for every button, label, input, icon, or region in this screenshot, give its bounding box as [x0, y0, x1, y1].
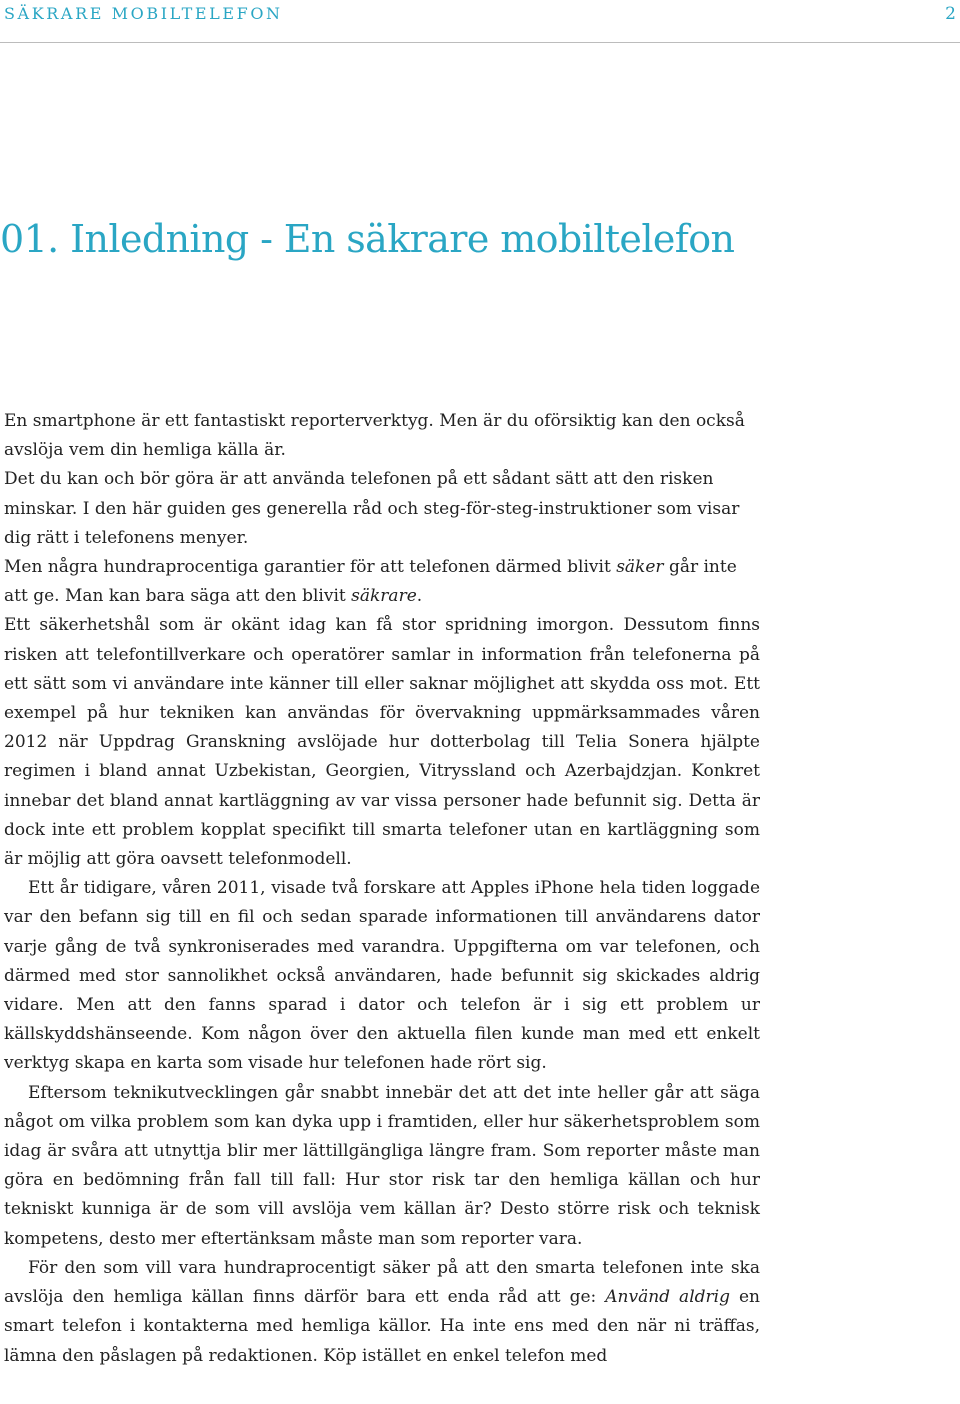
- running-header: [4, 4, 960, 26]
- chapter-title: 01. Inledning - En säkrare mobiltelefon: [0, 217, 735, 261]
- paragraph-final-advice-text-1: För den som vill vara hundraprocentigt säker på att den smarta telefonen inte ska avslöja den hemliga källan finns därför bara ett enda råd att ge:: [4, 1257, 760, 1308]
- paragraph-no-guarantees-text-2: går inte att ge. Man kan bara säga att den blivit: [4, 557, 737, 607]
- paragraph-usage-advice: Det du kan och bör göra är att använda telefonen på ett sådant sätt att den risken minskar. I den här guiden ges generella råd och steg-för-steg-instruktioner som visar dig rätt i telefonens menyer.: [4, 469, 740, 548]
- body-text: [4, 407, 760, 1371]
- paragraph-no-guarantees-text-1: Men några hundraprocentiga garantier för att telefonen därmed blivit: [4, 557, 617, 578]
- emphasis-sakrare: säkrare: [351, 586, 417, 607]
- header-divider: [0, 42, 960, 43]
- paragraph-no-guarantees: [4, 553, 760, 611]
- paragraph-security-holes: Ett säkerhetshål som är okänt idag kan få stor spridning imorgon. Dessutom finns risken att telefontillverkare och operatörer samlar in information från telefonerna på ett sätt som vi användare inte känner till eller saknar möjlighet att skydda oss mot. Ett exempel på hur tekniken kan användas för övervakning uppmärksammades våren 2012 när Uppdrag Granskning avslöjade hur dotterbolag till Telia Sonera hjälpte regimen i bland annat Uzbekistan, Georgien, Vitryssland och Azerbajdzjan. Konkret innebar det bland annat kartläggning av var vissa personer hade befunnit sig. Detta är dock inte ett problem kopplat specifikt till smarta telefoner utan en kartläggning som är möjlig att göra oavsett telefonmodell.: [4, 615, 760, 870]
- paragraph-intro: En smartphone är ett fantastiskt reporterverktyg. Men är du oförsiktig kan den också avslöja vem din hemliga källa är.: [4, 411, 745, 461]
- page-number: 2: [945, 4, 956, 24]
- paragraph-no-guarantees-text-3: .: [416, 586, 423, 607]
- paragraph-final-advice: [4, 1254, 760, 1371]
- emphasis-anvand-aldrig: Använd aldrig: [605, 1287, 730, 1308]
- paragraph-risk-assessment: Eftersom teknikutvecklingen går snabbt innebär det att det inte heller går att säga något om vilka problem som kan dyka upp i framtiden, eller hur säkerhetsproblem som idag är svåra att utnyttja blir mer lättillgängliga längre fram. Som reporter måste man göra en bedömning från fall till fall: Hur stor risk tar den hemliga källan och hur tekniskt kunniga är de som vill avslöja vem källan är? Desto större risk och teknisk kompetens, desto mer eftertänksam måste man som reporter vara.: [4, 1082, 760, 1249]
- emphasis-saker: säker: [616, 557, 664, 578]
- paragraph-final-advice-text-2: en smart telefon i kontakterna med hemliga källor. Ha inte ens med den när ni träffas, lämna den påslagen på redaktionen. Köp istället en enkel telefon med: [4, 1287, 760, 1366]
- paragraph-iphone-logging: Ett år tidigare, våren 2011, visade två forskare att Apples iPhone hela tiden loggade var den befann sig till en fil och sedan sparade informationen till användarens dator varje gång de två synkroniserades med varandra. Uppgifterna om var telefonen, och därmed med stor sannolikhet också användaren, hade befunnit sig skickades aldrig vidare. Men att den fanns sparad i dator och telefon är i sig ett problem ur källskyddshänseende. Kom någon över den aktuella filen kunde man med ett enkelt verktyg skapa en karta som visade hur telefonen hade rört sig.: [4, 878, 760, 1074]
- running-title: SÄKRARE MOBILTELEFON: [4, 4, 283, 23]
